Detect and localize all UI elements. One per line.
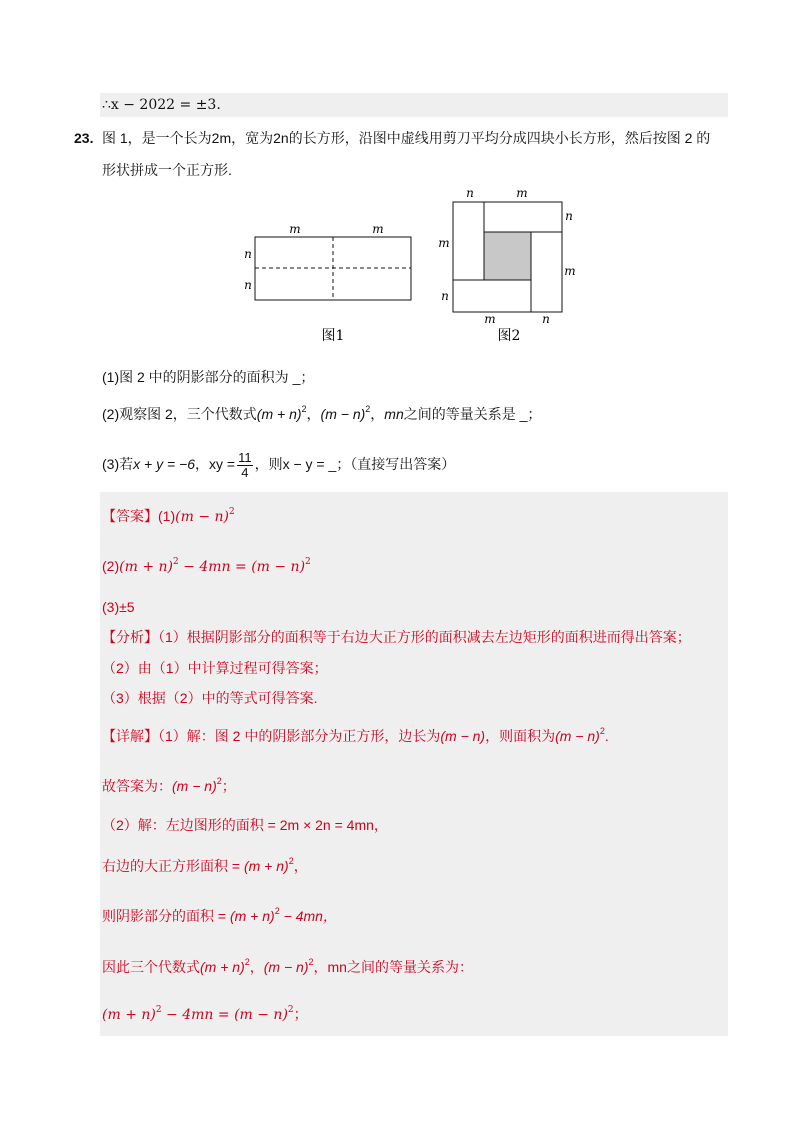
fig2-shade-square	[484, 232, 531, 280]
detail-d4a: 右边的大正方形面积 =	[102, 858, 244, 874]
detail-label: 【详解】	[102, 728, 158, 744]
answer-1-expr: (m − n)	[175, 509, 229, 525]
q2-expr1: (m + n)	[256, 406, 302, 422]
sup: 2	[287, 1005, 294, 1015]
problem-number: 23.	[74, 130, 94, 146]
fig1-left-n1: n	[244, 247, 252, 261]
question-3	[102, 451, 455, 480]
q2-sep1: ，	[306, 406, 321, 422]
fig1-caption: 图1	[321, 328, 345, 344]
answer-line-3: (3)±5	[102, 599, 135, 615]
q2-sep2: ，	[370, 406, 385, 422]
q3-fraction	[237, 451, 253, 480]
analysis-label: 【分析】	[102, 629, 158, 645]
analysis-line-3: （3）根据（2）中的等式可得答案.	[102, 690, 318, 706]
detail-d2b: (m − n)	[172, 778, 217, 794]
sup: 2	[599, 726, 605, 736]
fig2-left-n: n	[441, 289, 449, 303]
fig2-right-n: n	[565, 209, 573, 223]
answer-2-num: (2)	[102, 558, 120, 574]
q3-frac-num: 11	[238, 450, 252, 465]
fig2-caption: 图2	[497, 328, 521, 344]
detail-d4b: (m + n)	[243, 858, 289, 874]
detail-d6b: (m + n)	[200, 959, 245, 975]
therefore-line: ∴x − 2022 = ±3.	[102, 97, 221, 113]
detail-line-1	[102, 726, 609, 746]
detail-d7a: (m + n)	[102, 1007, 156, 1023]
fig2-bottom-m: m	[484, 312, 496, 326]
q3-suffix: ，则x − y = _；（直接写出答案）	[254, 456, 456, 473]
q2-expr2: (m − n)	[320, 406, 366, 422]
fig2-top-n: n	[466, 186, 474, 200]
analysis-l1: （1）根据阴影部分的面积等于右边大正方形的面积减去左边矩形的面积进而得出答案；	[158, 629, 691, 645]
sup: 2	[155, 1005, 162, 1015]
problem-text-line1: 图 1，是一个长为2m，宽为2n的长方形，沿图中虚线用剪刀平均分成四块小长方形，然后按图 2 的	[102, 130, 711, 146]
fig2-rect-top	[484, 202, 562, 232]
sup: 2	[172, 557, 179, 567]
answer-line-2	[102, 556, 311, 577]
fig1-left-n2: n	[244, 278, 252, 292]
q3-frac-den: 4	[241, 465, 249, 480]
detail-d1e: .	[604, 728, 609, 744]
question-2	[102, 404, 541, 424]
q3-eq1: x + y = −6	[133, 456, 195, 473]
sup: 2	[216, 776, 222, 786]
detail-d7b: − 4mn =	[161, 1007, 235, 1023]
fig2-rect-right	[531, 232, 562, 312]
q2-prefix: (2)观察图 2，三个代数式	[102, 406, 257, 422]
detail-line-3: （2）解：左边图形的面积 = 2m × 2n = 4mn，	[102, 817, 388, 833]
q3-mid: ，xy =	[195, 456, 236, 473]
answer-label: 【答案】	[102, 508, 158, 524]
sup: 2	[288, 856, 294, 866]
detail-d2c: ；	[221, 778, 236, 794]
question-1: (1)图 2 中的阴影部分的面积为 _；	[102, 369, 315, 385]
problem-text-line2: 形状拼成一个正方形.	[102, 162, 232, 178]
fig2	[438, 186, 575, 344]
detail-line-4	[102, 856, 308, 876]
q3-prefix: (3)若	[102, 456, 134, 473]
sup: 2	[274, 906, 280, 916]
detail-d6c: ，	[249, 959, 264, 975]
sup: 2	[365, 404, 371, 414]
answer-2-expr-a: (m + n)	[119, 559, 173, 575]
sup: 2	[244, 957, 250, 967]
detail-d1b: (m − n)	[440, 728, 486, 744]
detail-line-2	[102, 776, 236, 796]
fig2-rect-left	[453, 202, 484, 280]
detail-d7d: ；	[293, 1006, 308, 1022]
detail-line-7	[102, 1004, 308, 1025]
detail-line-5	[102, 906, 337, 926]
fig2-top-m: m	[516, 186, 528, 200]
analysis-line-2: （2）由（1）中计算过程可得答案；	[102, 660, 328, 676]
fig2-bottom-n: n	[542, 312, 550, 326]
fig1-top-m1: m	[289, 222, 301, 236]
answer-2-expr-b: − 4mn =	[178, 559, 252, 575]
detail-d5a: 则阴影部分的面积 =	[102, 908, 230, 924]
detail-d5c: − 4mn，	[279, 908, 337, 924]
q2-expr3: mn	[384, 406, 404, 422]
detail-d4c: ，	[293, 858, 308, 874]
detail-d7c: (m − n)	[234, 1007, 288, 1023]
fig2-right-m: m	[564, 264, 576, 278]
detail-d2a: 故答案为：	[102, 778, 172, 794]
detail-d1a: （1）解：图 2 中的阴影部分为正方形，边长为	[158, 728, 441, 744]
detail-d1d: (m − n)	[555, 728, 600, 744]
q2-suffix: 之间的等量关系是 _；	[403, 406, 542, 422]
answer-1-num: (1)	[158, 508, 176, 524]
sup: 2	[308, 957, 314, 967]
detail-d6d: (m − n)	[263, 959, 309, 975]
detail-line-6	[102, 957, 473, 977]
answer-2-expr-c: (m − n)	[251, 559, 306, 575]
sup: 2	[301, 404, 307, 414]
fig2-left-m: m	[438, 236, 450, 250]
figures	[0, 180, 800, 350]
detail-d5b: (m + n)	[229, 908, 275, 924]
fig2-rect-bottom	[453, 280, 531, 312]
detail-d6e: ，mn之间的等量关系为：	[313, 959, 473, 975]
answer-line-1	[102, 506, 235, 527]
detail-d6a: 因此三个代数式	[102, 959, 200, 975]
sup: 2	[305, 557, 311, 567]
fig1-top-m2: m	[372, 222, 384, 236]
sup: 2	[228, 507, 235, 517]
fig1	[244, 222, 411, 344]
analysis-line-1	[102, 627, 691, 647]
detail-d1c: ，则面积为	[485, 728, 556, 744]
